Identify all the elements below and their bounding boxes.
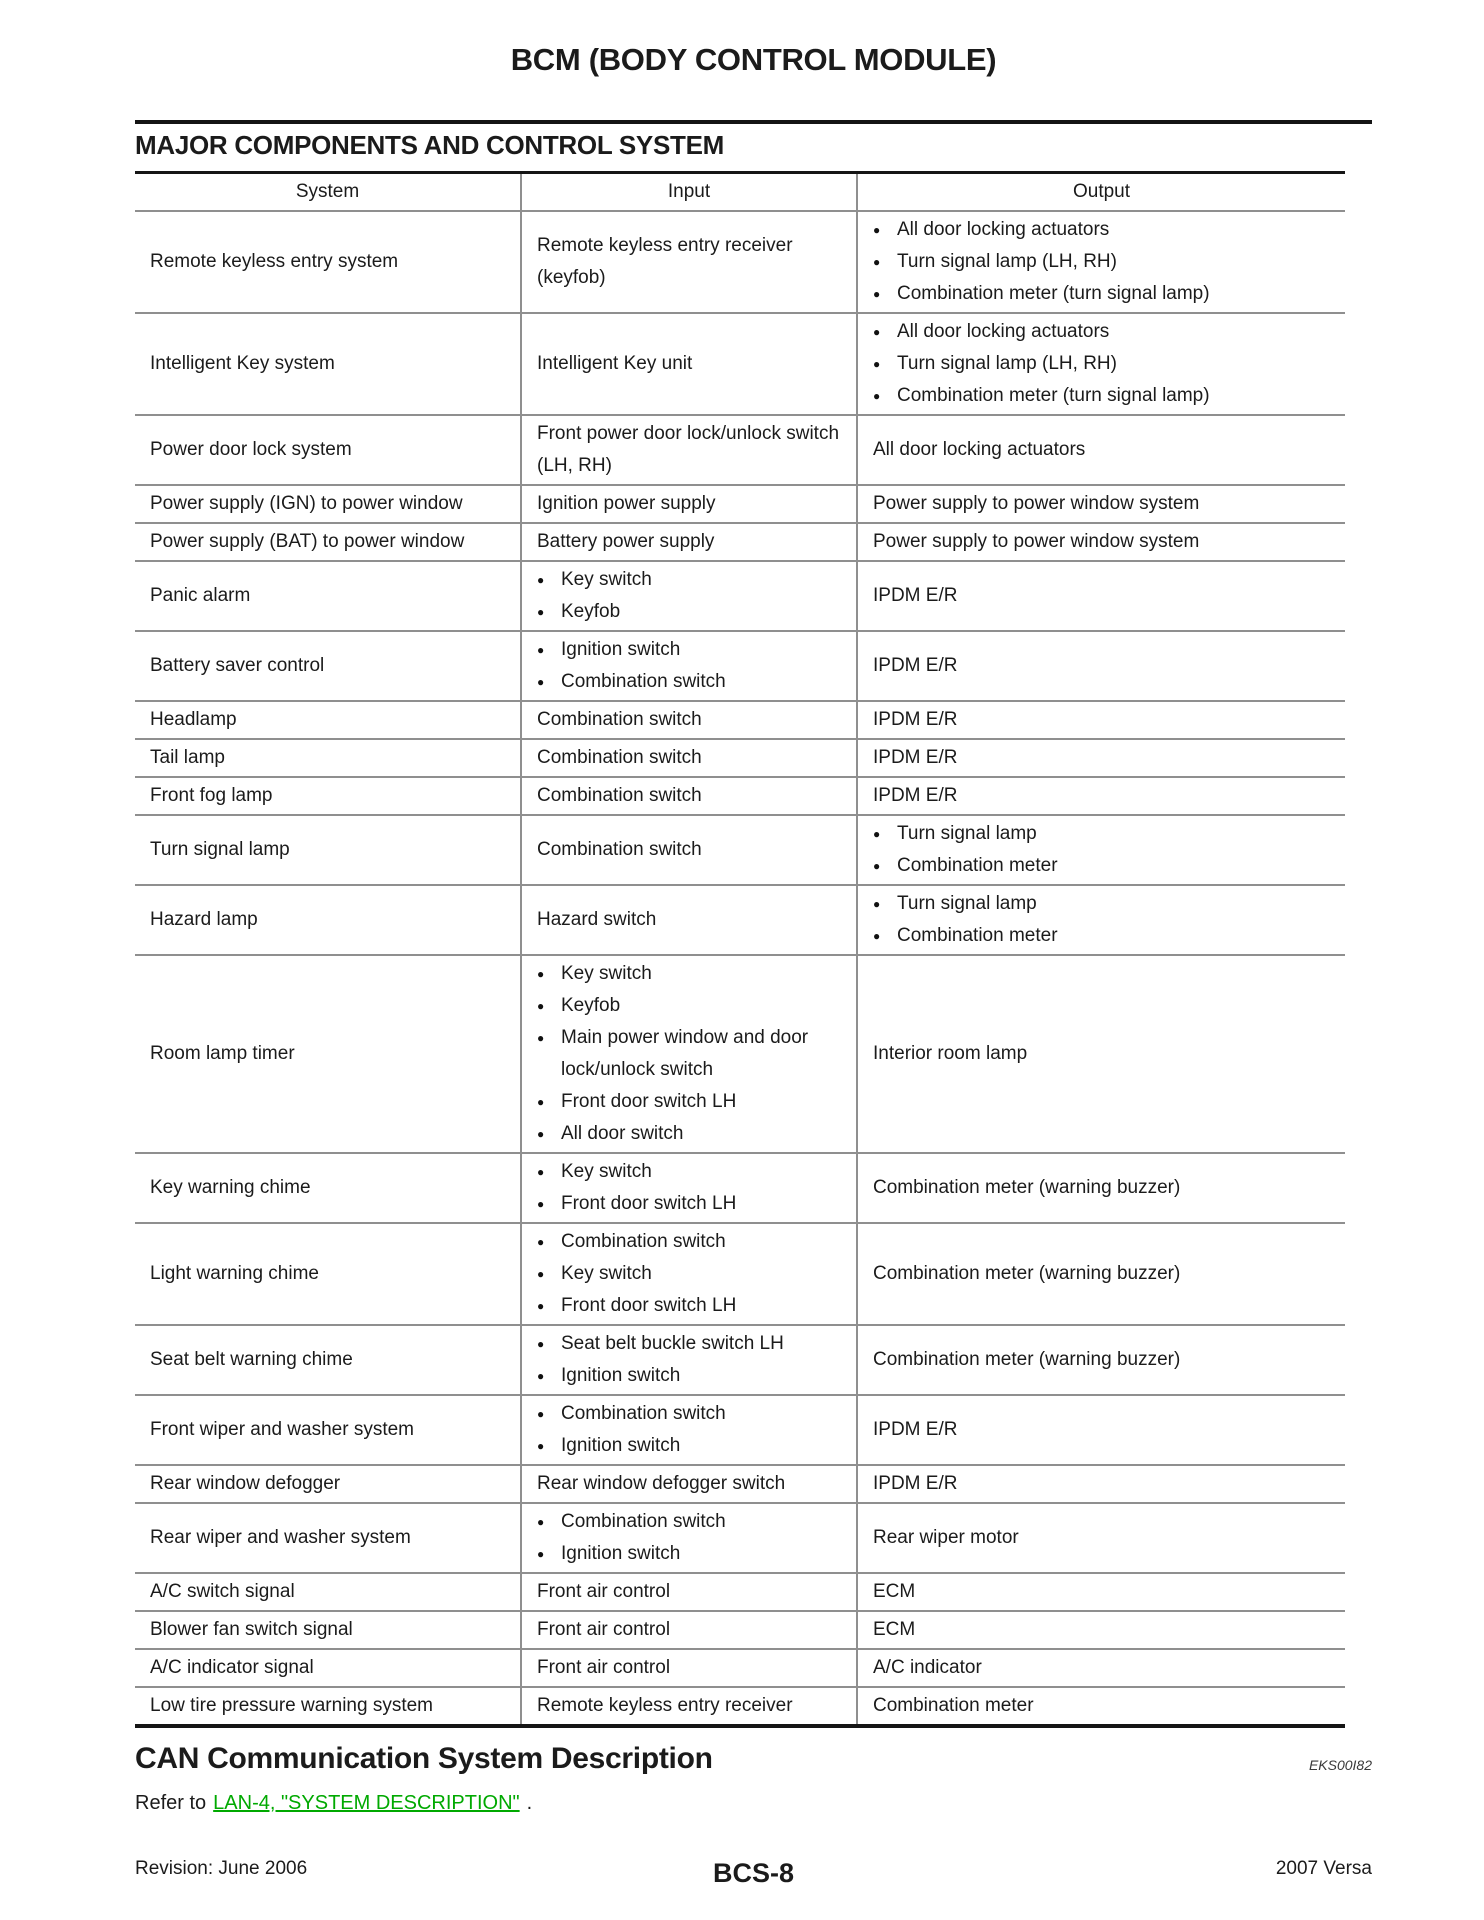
components-table xyxy=(135,171,1345,1728)
cell-text: Power supply to power window system xyxy=(873,531,1200,552)
input-cell xyxy=(521,415,857,485)
bullet-item-text: Front door switch LH xyxy=(561,1091,737,1112)
bullet-item xyxy=(537,1226,844,1258)
output-cell xyxy=(857,415,1345,485)
bullet-item xyxy=(537,666,844,698)
system-cell xyxy=(135,885,521,955)
cell-text: Headlamp xyxy=(150,709,237,730)
table-row xyxy=(135,885,1345,955)
bullet-icon: ● xyxy=(873,929,881,943)
input-cell xyxy=(521,211,857,313)
bullet-item-text: Keyfob xyxy=(561,601,621,622)
output-cell xyxy=(857,955,1345,1153)
footer-revision: Revision: June 2006 xyxy=(135,1858,308,1879)
bullet-item xyxy=(873,316,1333,348)
cell-text: Combination meter (warning buzzer) xyxy=(873,1177,1181,1198)
cell-text: Front air control xyxy=(537,1657,671,1678)
cell-text: Tail lamp xyxy=(150,747,225,768)
table-body xyxy=(135,211,1345,1726)
cell-text: IPDM E/R xyxy=(873,655,958,676)
bullet-icon: ● xyxy=(537,1095,545,1109)
bullet-item-text: Turn signal lamp (LH, RH) xyxy=(897,251,1117,272)
output-cell xyxy=(857,1503,1345,1573)
bullet-icon: ● xyxy=(537,1031,545,1045)
header-row xyxy=(135,173,1345,212)
output-cell xyxy=(857,885,1345,955)
bullet-item-text: Combination meter xyxy=(897,925,1058,946)
cell-text: Turn signal lamp xyxy=(150,839,290,860)
system-cell xyxy=(135,211,521,313)
bullet-item-text: Combination switch xyxy=(561,1403,726,1424)
system-cell xyxy=(135,1223,521,1325)
bullet-icon: ● xyxy=(873,287,881,301)
table-row xyxy=(135,955,1345,1153)
input-cell xyxy=(521,1611,857,1649)
bullet-icon: ● xyxy=(873,827,881,841)
cell-text: ECM xyxy=(873,1581,916,1602)
output-cell xyxy=(857,1465,1345,1503)
output-cell xyxy=(857,1153,1345,1223)
input-cell xyxy=(521,631,857,701)
page-content xyxy=(135,0,1372,1835)
cell-text: Combination switch xyxy=(537,709,702,730)
system-cell xyxy=(135,1465,521,1503)
table-row xyxy=(135,1687,1345,1726)
bullet-icon: ● xyxy=(537,1407,545,1421)
output-cell xyxy=(857,1325,1345,1395)
bullet-item-text: Turn signal lamp xyxy=(897,823,1037,844)
system-cell xyxy=(135,701,521,739)
input-cell xyxy=(521,885,857,955)
table-row xyxy=(135,561,1345,631)
bullet-item xyxy=(537,634,844,666)
bullet-item xyxy=(873,380,1333,412)
output-cell xyxy=(857,523,1345,561)
bullet-item xyxy=(873,278,1333,310)
bullet-item-text: Combination meter (turn signal lamp) xyxy=(897,385,1210,406)
bullet-icon: ● xyxy=(873,325,881,339)
bullet-item xyxy=(537,958,844,990)
cell-text: A/C switch signal xyxy=(150,1581,295,1602)
input-cell xyxy=(521,1153,857,1223)
bullet-item-text: Ignition switch xyxy=(561,1543,681,1564)
bullet-icon: ● xyxy=(537,675,545,689)
system-cell xyxy=(135,1325,521,1395)
bullet-item xyxy=(537,1156,844,1188)
table-row xyxy=(135,523,1345,561)
bullet-item-text: Ignition switch xyxy=(561,1365,681,1386)
cell-text: A/C indicator xyxy=(873,1657,982,1678)
system-cell xyxy=(135,415,521,485)
cell-text: Intelligent Key system xyxy=(150,353,335,374)
bullet-item-text: Combination meter (turn signal lamp) xyxy=(897,283,1210,304)
cell-text: Power supply (BAT) to power window xyxy=(150,531,465,552)
output-cell xyxy=(857,211,1345,313)
cell-text: Combination meter (warning buzzer) xyxy=(873,1263,1181,1284)
output-cell xyxy=(857,561,1345,631)
output-cell xyxy=(857,485,1345,523)
system-cell xyxy=(135,485,521,523)
bullet-item xyxy=(537,1398,844,1430)
input-cell xyxy=(521,955,857,1153)
cell-text: Key warning chime xyxy=(150,1177,311,1198)
cell-text: Hazard lamp xyxy=(150,909,258,930)
bullet-item xyxy=(537,1360,844,1392)
cell-text: Blower fan switch signal xyxy=(150,1619,353,1640)
table-row xyxy=(135,631,1345,701)
system-cell xyxy=(135,777,521,815)
output-cell xyxy=(857,815,1345,885)
output-cell xyxy=(857,1649,1345,1687)
refer-suffix: . xyxy=(526,1792,533,1814)
bullet-icon: ● xyxy=(873,897,881,911)
cell-text: Combination switch xyxy=(537,839,702,860)
bullet-icon: ● xyxy=(537,1165,545,1179)
page-footer xyxy=(135,1858,1372,1888)
bullet-item-text: Front door switch LH xyxy=(561,1295,737,1316)
input-cell xyxy=(521,1325,857,1395)
lan-4-link[interactable]: LAN-4, "SYSTEM DESCRIPTION" xyxy=(213,1792,520,1814)
bullet-icon: ● xyxy=(537,1547,545,1561)
bullet-icon: ● xyxy=(537,1235,545,1249)
table-row xyxy=(135,415,1345,485)
cell-text: Low tire pressure warning system xyxy=(150,1695,433,1716)
cell-text: Remote keyless entry receiver (keyfob) xyxy=(537,235,793,288)
footer-model: 2007 Versa xyxy=(1275,1858,1372,1879)
cell-text: Remote keyless entry system xyxy=(150,251,399,272)
bullet-item xyxy=(537,1290,844,1322)
cell-text: A/C indicator signal xyxy=(150,1657,314,1678)
refer-line xyxy=(135,1792,1372,1815)
bullet-item-text: Keyfob xyxy=(561,995,621,1016)
table-row xyxy=(135,739,1345,777)
cell-text: IPDM E/R xyxy=(873,585,958,606)
bullet-icon: ● xyxy=(537,999,545,1013)
bullet-icon: ● xyxy=(537,1197,545,1211)
system-cell xyxy=(135,955,521,1153)
footer-page-number: BCS-8 xyxy=(712,1858,795,1888)
bullet-item-text: Key switch xyxy=(561,963,652,984)
cell-text: Front fog lamp xyxy=(150,785,273,806)
input-cell xyxy=(521,561,857,631)
cell-text: Remote keyless entry receiver xyxy=(537,1695,793,1716)
bullet-icon: ● xyxy=(537,605,545,619)
input-cell xyxy=(521,1503,857,1573)
cell-text: Battery saver control xyxy=(150,655,325,676)
section-heading: MAJOR COMPONENTS AND CONTROL SYSTEM xyxy=(135,130,724,160)
system-cell xyxy=(135,631,521,701)
cell-text: Intelligent Key unit xyxy=(537,353,693,374)
system-cell xyxy=(135,1503,521,1573)
bullet-item xyxy=(873,920,1333,952)
input-cell xyxy=(521,777,857,815)
can-heading: CAN Communication System Description xyxy=(135,1742,713,1775)
bullet-item xyxy=(873,214,1333,246)
cell-text: Front wiper and washer system xyxy=(150,1419,414,1440)
output-cell xyxy=(857,1395,1345,1465)
input-cell xyxy=(521,1223,857,1325)
bullet-icon: ● xyxy=(537,1267,545,1281)
input-cell xyxy=(521,815,857,885)
system-cell xyxy=(135,1153,521,1223)
section-code: EKS00I82 xyxy=(1308,1757,1372,1773)
input-cell xyxy=(521,523,857,561)
bullet-item xyxy=(537,1538,844,1570)
cell-text: Combination switch xyxy=(537,747,702,768)
bullet-item xyxy=(873,246,1333,278)
cell-text: Rear wiper motor xyxy=(873,1527,1019,1548)
bullet-item-text: Combination meter xyxy=(897,855,1058,876)
bullet-item xyxy=(537,1506,844,1538)
bullet-icon: ● xyxy=(537,643,545,657)
output-cell xyxy=(857,1573,1345,1611)
refer-prefix: Refer to xyxy=(135,1792,207,1814)
output-cell xyxy=(857,1687,1345,1726)
cell-text: Rear window defogger xyxy=(150,1473,341,1494)
bullet-item-text: Key switch xyxy=(561,1263,652,1284)
cell-text: Hazard switch xyxy=(537,909,657,930)
output-cell xyxy=(857,739,1345,777)
system-cell xyxy=(135,1573,521,1611)
bullet-item xyxy=(537,1022,844,1086)
cell-text: IPDM E/R xyxy=(873,785,958,806)
bullet-item-text: Turn signal lamp (LH, RH) xyxy=(897,353,1117,374)
bullet-item-text: Turn signal lamp xyxy=(897,893,1037,914)
bullet-item xyxy=(537,1328,844,1360)
table-row xyxy=(135,1325,1345,1395)
bullet-icon: ● xyxy=(537,1127,545,1141)
cell-text: Battery power supply xyxy=(537,531,715,552)
bullet-icon: ● xyxy=(537,1337,545,1351)
input-cell xyxy=(521,1687,857,1726)
bullet-item xyxy=(873,888,1333,920)
input-cell xyxy=(521,739,857,777)
bullet-item xyxy=(537,1086,844,1118)
bullet-icon: ● xyxy=(537,1369,545,1383)
input-cell xyxy=(521,1573,857,1611)
cell-text: All door locking actuators xyxy=(873,439,1086,460)
cell-text: Room lamp timer xyxy=(150,1043,295,1064)
bullet-item-text: All door locking actuators xyxy=(897,219,1110,240)
page-title: BCM (BODY CONTROL MODULE) xyxy=(510,42,997,77)
bullet-icon: ● xyxy=(537,967,545,981)
cell-text: Combination meter (warning buzzer) xyxy=(873,1349,1181,1370)
cell-text: Power door lock system xyxy=(150,439,352,460)
output-cell xyxy=(857,701,1345,739)
bullet-item xyxy=(537,1258,844,1290)
bullet-item xyxy=(537,1118,844,1150)
bullet-item xyxy=(873,850,1333,882)
table-header xyxy=(135,173,1345,212)
bullet-item xyxy=(537,596,844,628)
bullet-icon: ● xyxy=(873,357,881,371)
cell-text: IPDM E/R xyxy=(873,747,958,768)
bullet-item xyxy=(537,1188,844,1220)
table-row xyxy=(135,1465,1345,1503)
can-section-header xyxy=(135,1742,1372,1776)
cell-text: Interior room lamp xyxy=(873,1043,1028,1064)
table-row xyxy=(135,1223,1345,1325)
bullet-item-text: Front door switch LH xyxy=(561,1193,737,1214)
bullet-item xyxy=(537,1430,844,1462)
bullet-item xyxy=(873,818,1333,850)
table-row xyxy=(135,815,1345,885)
input-cell xyxy=(521,1649,857,1687)
system-cell xyxy=(135,1611,521,1649)
system-cell xyxy=(135,815,521,885)
bullet-icon: ● xyxy=(873,389,881,403)
bullet-icon: ● xyxy=(873,223,881,237)
table-row xyxy=(135,1573,1345,1611)
bullet-item-text: Key switch xyxy=(561,1161,652,1182)
bullet-item-text: Combination switch xyxy=(561,1231,726,1252)
cell-text: Combination meter xyxy=(873,1695,1034,1716)
bullet-item-text: All door switch xyxy=(561,1123,684,1144)
table-row xyxy=(135,313,1345,415)
input-cell xyxy=(521,313,857,415)
bullet-item-text: Combination switch xyxy=(561,671,726,692)
table-row xyxy=(135,1611,1345,1649)
table-row xyxy=(135,211,1345,313)
bullet-item xyxy=(873,348,1333,380)
input-cell xyxy=(521,701,857,739)
bullet-icon: ● xyxy=(537,573,545,587)
column-header: Input xyxy=(521,173,857,212)
bullet-item xyxy=(537,564,844,596)
bullet-item-text: Combination switch xyxy=(561,1511,726,1532)
column-header: Output xyxy=(857,173,1345,212)
table-row xyxy=(135,701,1345,739)
column-header: System xyxy=(135,173,521,212)
cell-text: Rear wiper and washer system xyxy=(150,1527,411,1548)
bullet-icon: ● xyxy=(873,255,881,269)
table-row xyxy=(135,1153,1345,1223)
bullet-icon: ● xyxy=(873,859,881,873)
cell-text: Power supply (IGN) to power window xyxy=(150,493,463,514)
bullet-icon: ● xyxy=(537,1515,545,1529)
bullet-item-text: Ignition switch xyxy=(561,1435,681,1456)
bullet-item-text: Main power window and door lock/unlock switch xyxy=(561,1027,809,1080)
bullet-item-text: Seat belt buckle switch LH xyxy=(561,1333,784,1354)
table-row xyxy=(135,485,1345,523)
title-divider xyxy=(135,120,1372,124)
bullet-item-text: All door locking actuators xyxy=(897,321,1110,342)
system-cell xyxy=(135,561,521,631)
cell-text: Rear window defogger switch xyxy=(537,1473,786,1494)
system-cell xyxy=(135,739,521,777)
cell-text: Power supply to power window system xyxy=(873,493,1200,514)
cell-text: Combination switch xyxy=(537,785,702,806)
table-row xyxy=(135,1503,1345,1573)
input-cell xyxy=(521,1465,857,1503)
cell-text: IPDM E/R xyxy=(873,709,958,730)
system-cell xyxy=(135,1649,521,1687)
cell-text: Front air control xyxy=(537,1581,671,1602)
cell-text: Panic alarm xyxy=(150,585,251,606)
bullet-item-text: Ignition switch xyxy=(561,639,681,660)
system-cell xyxy=(135,1395,521,1465)
bullet-icon: ● xyxy=(537,1299,545,1313)
input-cell xyxy=(521,485,857,523)
output-cell xyxy=(857,1223,1345,1325)
input-cell xyxy=(521,1395,857,1465)
table-row xyxy=(135,1395,1345,1465)
output-cell xyxy=(857,1611,1345,1649)
system-cell xyxy=(135,523,521,561)
bullet-item xyxy=(537,990,844,1022)
cell-text: IPDM E/R xyxy=(873,1419,958,1440)
cell-text: Ignition power supply xyxy=(537,493,716,514)
cell-text: Seat belt warning chime xyxy=(150,1349,353,1370)
table-row xyxy=(135,777,1345,815)
cell-text: ECM xyxy=(873,1619,916,1640)
bullet-icon: ● xyxy=(537,1439,545,1453)
cell-text: Front air control xyxy=(537,1619,671,1640)
cell-text: IPDM E/R xyxy=(873,1473,958,1494)
output-cell xyxy=(857,631,1345,701)
system-cell xyxy=(135,1687,521,1726)
cell-text: Front power door lock/unlock switch (LH, RH) xyxy=(537,423,840,476)
bullet-item-text: Key switch xyxy=(561,569,652,590)
system-cell xyxy=(135,313,521,415)
cell-text: Light warning chime xyxy=(150,1263,319,1284)
output-cell xyxy=(857,777,1345,815)
output-cell xyxy=(857,313,1345,415)
table-row xyxy=(135,1649,1345,1687)
